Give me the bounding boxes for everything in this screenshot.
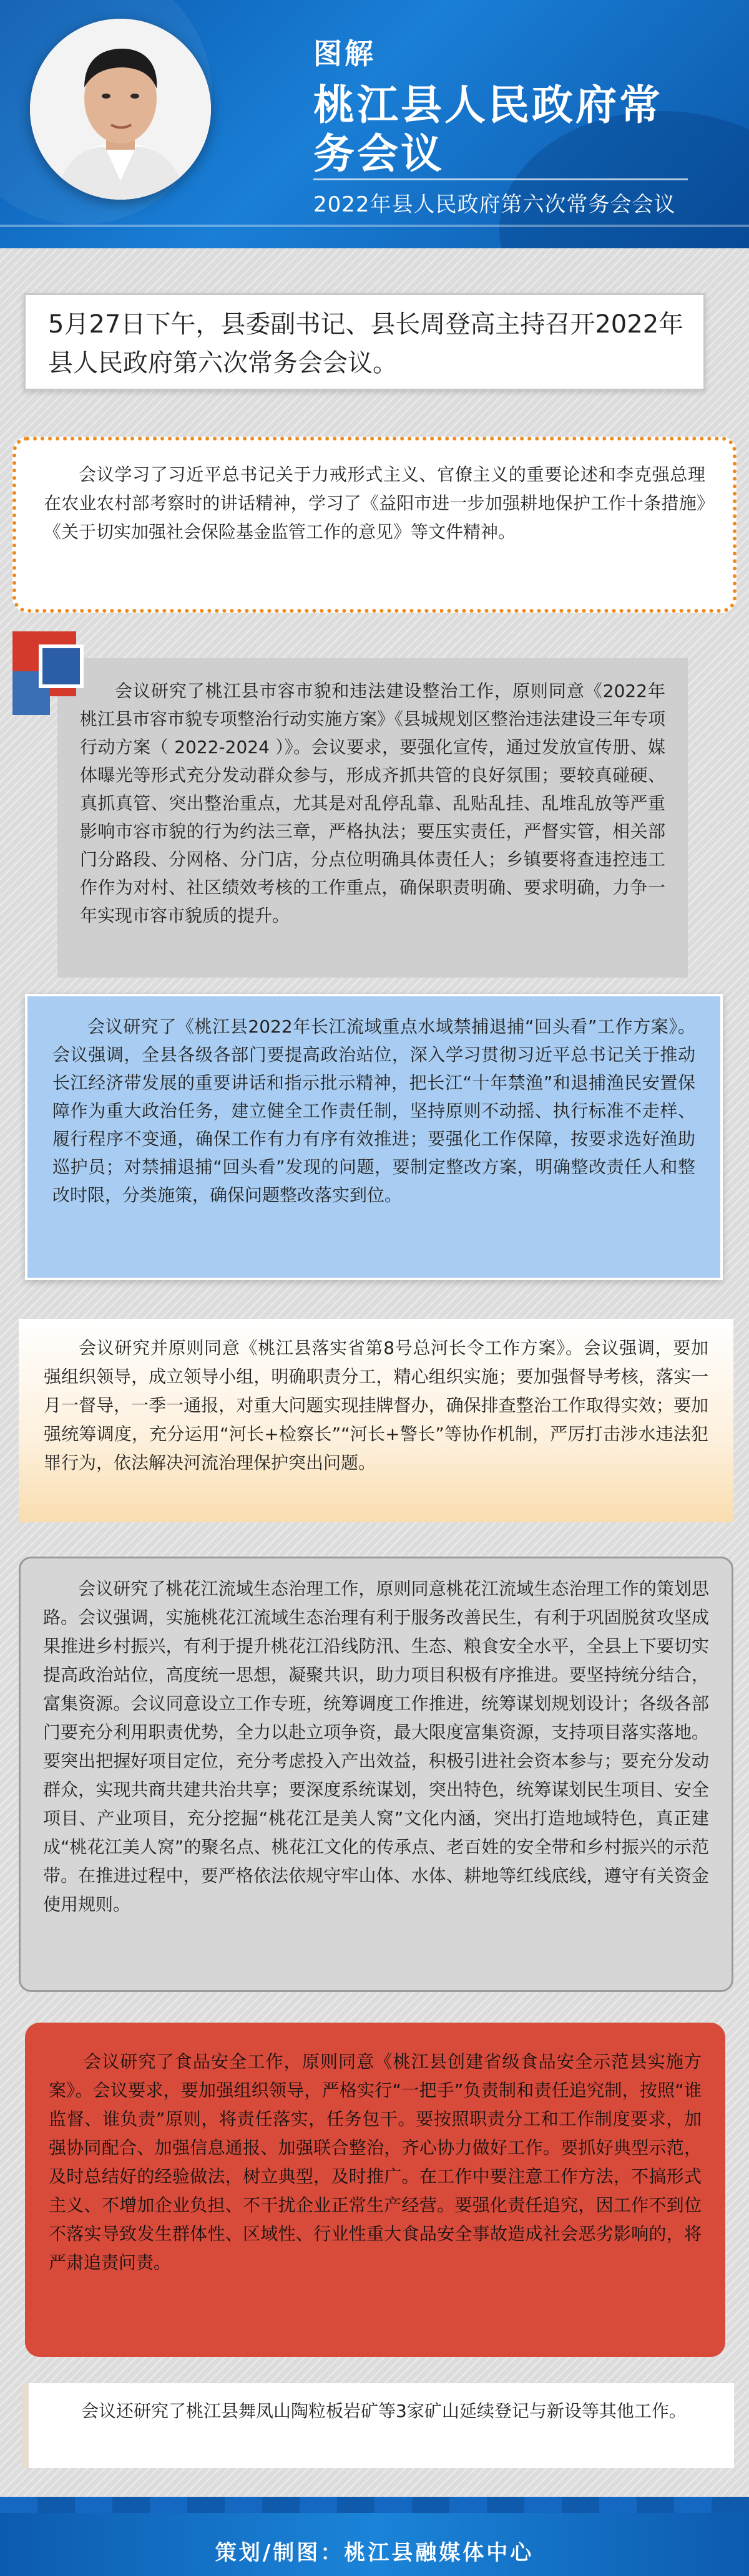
intro-box — [24, 293, 705, 391]
section-food-safety — [25, 2023, 725, 2357]
title-divider — [313, 178, 688, 180]
section-fishing-ban — [25, 994, 723, 1280]
header-banner — [0, 0, 749, 248]
portrait-icon — [30, 19, 211, 200]
section-text: 会议学习了习近平总书记关于力戒形式主义、官僚主义的重要论述和李克强总理在农业农村部考察时的讲话精神，学习了《益阳市进一步加强耕地保护工作十条措施》《关于切实加强社会保险基金监管工作的意见》等文件精神。 — [44, 464, 705, 542]
section-city-appearance — [57, 658, 688, 978]
footer-banner — [0, 2497, 749, 2576]
decor-stripe — [0, 2497, 749, 2513]
page-title: 桃江县人民政府常务会议 — [313, 81, 663, 178]
header-small-title: 图解 — [313, 37, 376, 70]
section-taohua-river — [19, 1557, 733, 1992]
footer-credit: 策划/制图：桃江县融媒体中心 — [215, 2540, 534, 2565]
section-text: 会议研究并原则同意《桃江县落实省第8号总河长令工作方案》。会议强调，要加强组织领导，成立领导小组，明确职责分工，精心组织实施；要加强督导考核，落实一月一督导，一季一通报，对重大问题实现挂牌督办，确保排查整治工作取得实效；要加强统筹调度，充分运用“河长+检察长”“河长+警长”等协作机制，严厉打击涉水违法犯罪行为，依法解决河流治理保护突出问题。 — [44, 1338, 708, 1473]
intro-text: 5月27日下午，县委副书记、县长周登高主持召开2022年县人民政府第六次常务会会议。 — [48, 310, 684, 377]
page-subtitle: 2022年县人民政府第六次常务会会议 — [313, 192, 676, 217]
section-text: 会议研究了桃花江流域生态治理工作，原则同意桃花江流域生态治理工作的策划思路。会议强调，实施桃花江流域生态治理有利于服务改善民生，有利于巩固脱贫攻坚成果推进乡村振兴，有利于提升桃花江沿线防汛、生态、粮食安全水平，全县上下要切实提高政治站位，高度统一思想，凝聚共识，助力项目积极有序推进。要坚持统分结合，富集资源。会议同意设立工作专班，统筹调度工作推进，统筹谋划规划设计；各级各部门要充分利用职责优势，全力以赴立项争资，最大限度富集资源，支持项目落实落地。要突出把握好项目定位，充分考虑投入产出效益，积极引进社会资本参与；要充分发动群众，实现共商共建共治共享；要深度系统谋划，突出特色，统筹谋划民生项目、安全项目、产业项目，充分挖掘“桃花江是美人窝”文化内涵，突出打造地域特色，真正建成“桃花江美人窝”的聚名点、桃花江文化的传承点、老百姓的安全带和乡村振兴的示范带。在推进过程中，要严格依法依规守牢山体、水体、耕地等红线底线，遵守有关资金使用规则。 — [43, 1578, 709, 1915]
section-study — [12, 437, 737, 613]
avatar — [30, 19, 211, 200]
section-text: 会议还研究了桃江县舞凤山陶粒板岩矿等3家矿山延续登记与新设等其他工作。 — [81, 2401, 687, 2421]
section-other — [22, 2383, 734, 2468]
decor-blue-square-framed — [39, 644, 84, 688]
decor-stripe — [0, 225, 749, 227]
section-text: 会议研究了桃江县市容市貌和违法建设整治工作，原则同意《2022年桃江县市容市貌专项整治行动实施方案》《县城规划区整治违法建设三年专项行动方案（ 2022-2024 ）》。会议要求，要强化宣传，通过发放宣传册、媒体曝光等形式充分发动群众参与，形成齐抓共管的良好氛围；要较真碰硬、真抓真管、突出整治重点，尤其是对乱停乱靠、乱贴乱挂、乱堆乱放等严重影响市容市貌的行为约法三章，严格执法；要压实责任，严督实管，相关部门分路段、分网格、分门店，分点位明确具体责任人；乡镇要将查违控违工作作为对村、社区绩效考核的工作重点，确保职责明确、要求明确，力争一年实现市容市貌质的提升。 — [80, 681, 666, 926]
section-text: 会议研究了食品安全工作，原则同意《桃江县创建省级食品安全示范县实施方案》。会议要求，要加强组织领导，严格实行“一把手”负责制和责任追究制，按照“谁监督、谁负责”原则，将责任落实，任务包干。要按照职责分工和工作制度要求，加强协同配合、加强信息通报、加强联合整治，齐心协力做好工作。要抓好典型示范，及时总结好的经验做法，树立典型，及时推广。在工作中要注意工作方法，不搞形式主义、不增加企业负担、不干扰企业正常生产经营。要强化责任追究，因工作不到位不落实导致发生群体性、区域性、行业性重大食品安全事故造成社会恶劣影响的，将严肃追责问责。 — [49, 2051, 702, 2273]
section-text: 会议研究了《桃江县2022年长江流域重点水域禁捕退捕“回头看”工作方案》。会议强调，全县各级各部门要提高政治站位，深入学习贯彻习近平总书记关于推动长江经济带发展的重要讲话和指示批示精神，把长江“十年禁渔”和退捕渔民安置保障作为重大政治任务，建立健全工作责任制，坚持原则不动摇、执行标准不走样、履行程序不变通，确保工作有力有序有效推进；要强化工作保障，按要求选好渔助巡护员；对禁捕退捕“回头看”发现的问题，要制定整改方案，明确整改责任人和整改时限，分类施策，确保问题整改落实到位。 — [52, 1016, 695, 1205]
section-river-chief — [19, 1319, 733, 1522]
